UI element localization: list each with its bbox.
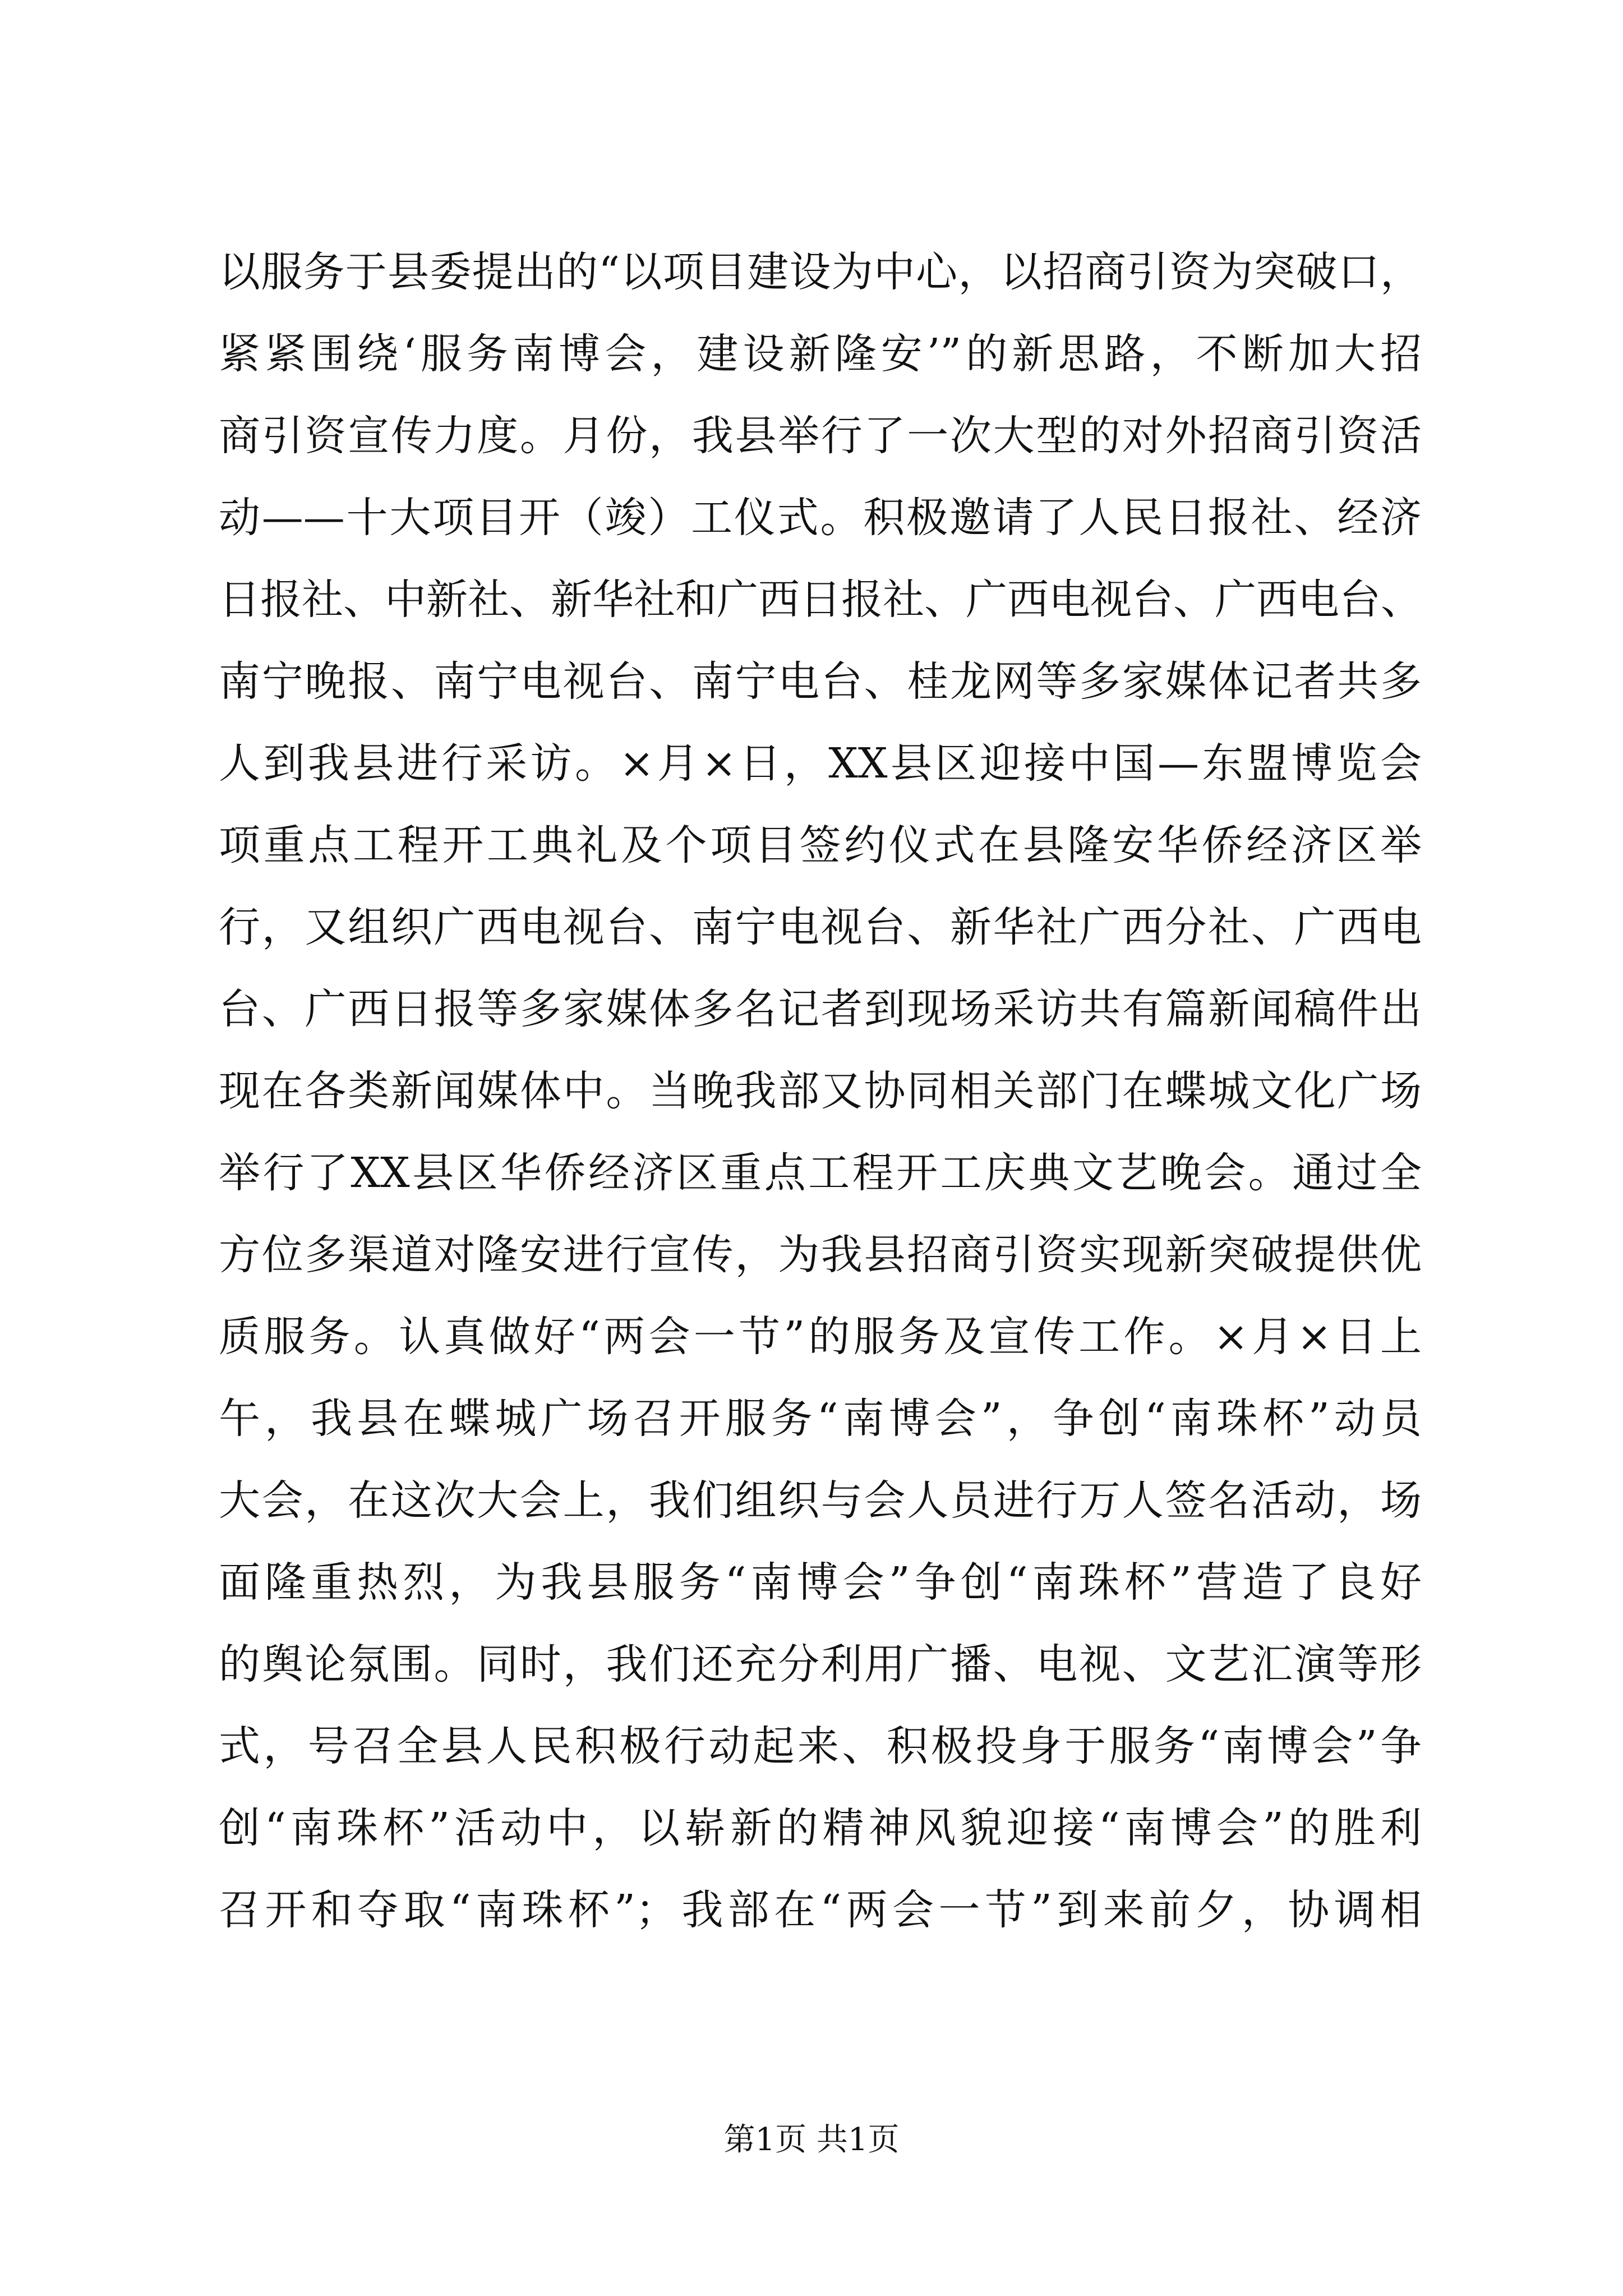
text-line: 大会，在这次大会上，我们组织与会人员进行万人签名活动，场 xyxy=(219,1476,1422,1525)
text-line: 举行了XX县区华侨经济区重点工程开工庆典文艺晚会。通过全 xyxy=(219,1149,1422,1197)
text-line: 质服务。认真做好“两会一节”的服务及宣传工作。×月×日上 xyxy=(219,1313,1422,1361)
text-line: 召开和夺取“南珠杯”；我部在“两会一节”到来前夕，协调相 xyxy=(219,1886,1422,1934)
text-line: 式，号召全县人民积极行动起来、积极投身于服务“南博会”争 xyxy=(219,1722,1422,1770)
text-line: 南宁晚报、南宁电视台、南宁电台、桂龙网等多家媒体记者共多 xyxy=(219,657,1422,706)
text-line: 的舆论氛围。同时，我们还充分利用广播、电视、文艺汇演等形 xyxy=(219,1640,1422,1688)
text-line: 商引资宣传力度。月份，我县举行了一次大型的对外招商引资活 xyxy=(219,412,1422,460)
text-line: 人到我县进行采访。×月×日，XX县区迎接中国—东盟博览会 xyxy=(219,739,1422,788)
text-line: 以服务于县委提出的“以项目建设为中心，以招商引资为突破口， xyxy=(219,248,1422,296)
body-text xyxy=(219,231,1422,1951)
text-line: 面隆重热烈，为我县服务“南博会”争创“南珠杯”营造了良好 xyxy=(219,1558,1422,1607)
text-line: 午，我县在蝶城广场召开服务“南博会”，争创“南珠杯”动员 xyxy=(219,1395,1422,1443)
text-line: 紧紧围绕‘服务南博会，建设新隆安’”的新思路，不断加大招 xyxy=(219,330,1422,378)
text-line: 方位多渠道对隆安进行宣传，为我县招商引资实现新突破提供优 xyxy=(219,1231,1422,1279)
text-line: 日报社、中新社、新华社和广西日报社、广西电视台、广西电台、 xyxy=(219,576,1422,624)
page-footer: 第1页 共1页 xyxy=(723,2122,900,2158)
text-line: 现在各类新闻媒体中。当晚我部又协同相关部门在蝶城文化广场 xyxy=(219,1067,1422,1115)
text-line: 动——十大项目开（竣）工仪式。积极邀请了人民日报社、经济 xyxy=(219,494,1422,542)
text-line: 行，又组织广西电视台、南宁电视台、新华社广西分社、广西电 xyxy=(219,903,1422,951)
text-line: 台、广西日报等多家媒体多名记者到现场采访共有篇新闻稿件出 xyxy=(219,985,1422,1033)
text-line: 创“南珠杯”活动中，以崭新的精神风貌迎接“南博会”的胜利 xyxy=(219,1804,1422,1852)
text-line: 项重点工程开工典礼及个项目签约仪式在县隆安华侨经济区举 xyxy=(219,821,1422,869)
